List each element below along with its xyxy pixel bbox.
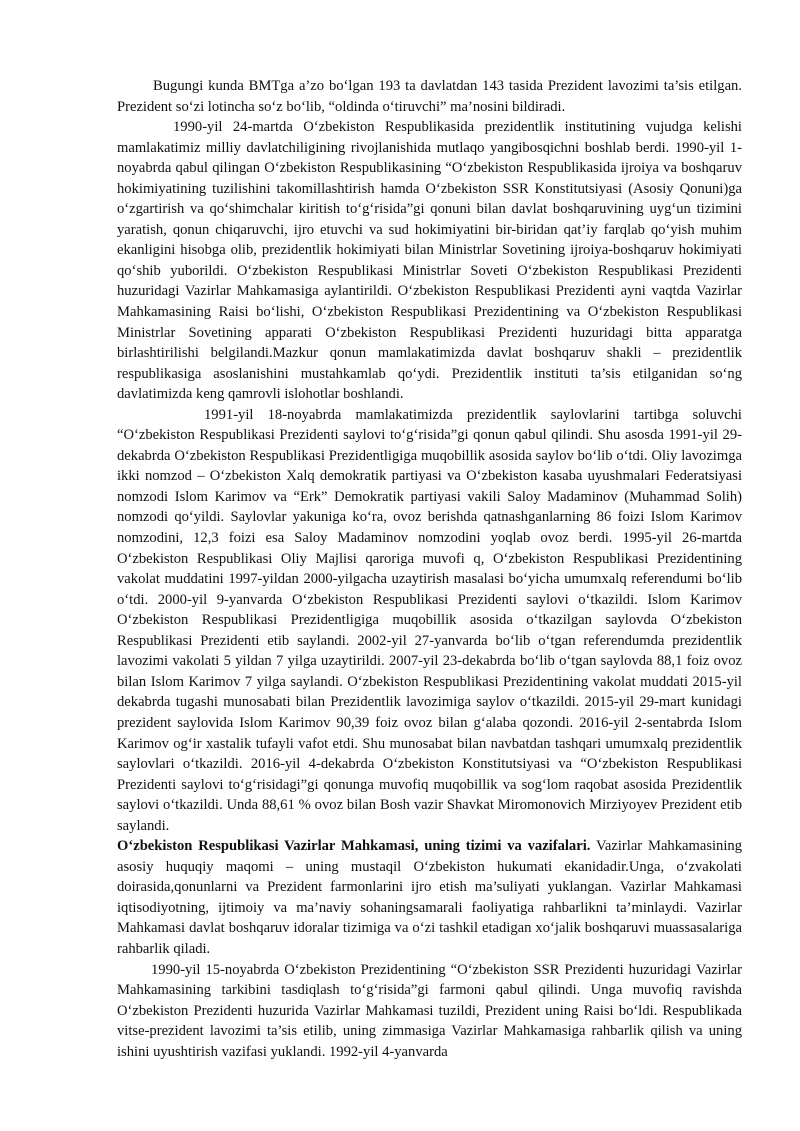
paragraph-vazirlar-mahkamasi	[117, 836, 742, 959]
paragraph-text: 1991-yil 18-noyabrda mamlakatimizda prezidentlik saylovlarini tartibga soluvchi “O‘zbekiston Respublikasi Prezidenti saylovi to‘g‘risida”gi qonun qabul qilindi. Shu asosda 1991-yil 29-dekabrda O‘zbekiston Respublikasi Prezidentligiga muqobillik asosida saylov bo‘lib o‘tdi. Oliy lavozimga ikki nomzod – O‘zbekiston Xalq demokratik partiyasi va O‘zbekiston kasaba uyushmalari Federatsiyasi nomzodi Islom Karimov va “Erk” Demokratik partiyasi vakili Saloy Madaminov (Muhammad Solih) nomzodi qo‘yildi. Saylovlar yakuniga ko‘ra, ovoz berishda qatnashganlarning 86 foizi Islom Karimov nomzodini, 12,3 foizi esa Saloy Madaminov nomzodini yoqlab ovoz berdi. 1995-yil 26-martda O‘zbekiston Respublikasi Oliy Majlisi qaroriga muvofi q, O‘zbekiston Respublikasi Prezidentining vakolat muddatini 1997-yildan 2000-yilgacha uzaytirish masalasi bo‘yicha umumxalq referendumi bo‘lib o‘tdi. 2000-yil 9-yanvarda O‘zbekiston Respublikasi Prezidenti saylovi o‘tkazildi. Islom Karimov O‘zbekiston Respublikasi Prezidentligiga muqobillik asosida o‘tkazilgan saylovda O‘zbekiston Respublikasi Prezidenti etib saylandi. 2002-yil 27-yanvarda bo‘lib o‘tgan referendumda prezidentlik lavozimi vakolati 5 yildan 7 yilga uzaytirildi. 2007-yil 23-dekabrda bo‘lib o‘tgan saylovda 88,1 foiz ovoz bilan Islom Karimov 7 yilga saylandi. O‘zbekiston Respublikasi Prezidentining vakolat muddati 2015-yil dekabrda tugashi munosabati bilan Prezidentlik lavozimiga saylov o‘tkazildi. 2015-yil 29-mart kunidagi prezident saylovida Islom Karimov 90,39 foiz ovoz bilan g‘alaba qozondi. 2016-yil 2-sentabrda Islom Karimov og‘ir xastalik tufayli vafot etdi. Shu munosabat bilan navbatdan tashqari umumxalq prezidentlik saylovlari o‘tkazildi. 2016-yil 4-dekabrda O‘zbekiston Konstitutsiyasi va “O‘zbekiston Respublikasi Prezidenti saylovi to‘g‘risidagi”gi qonunga muvofiq muqobillik va sog‘lom raqobat asosida Prezidentlik saylovi o‘tkazildi. Unda 88,61 % ovoz bilan Bosh vazir Shavkat Miromonovich Mirziyoyev Prezident etib saylandi.	[117, 406, 742, 834]
paragraph-text: 1990-yil 15-noyabrda O‘zbekiston Prezidentining “O‘zbekiston SSR Prezidenti huzuridagi Vazirlar Mahkamasining tarkibini tasdiqlash to‘g‘risida”gi farmoni qabul qilindi. Unga muvofiq ravishda O‘zbekiston Prezidenti huzurida Vazirlar Mahkamasi tuzildi, Prezident uning Raisi bo‘ldi. Respublikada vitse-prezident lavozimi ta’sis etilib, uning zimmasiga Vazirlar Mahkamasiga rahbarlik qilish va uning ishini uyushtirish vazifasi yuklandi. 1992-yil 4-yanvarda	[117, 961, 742, 1060]
paragraph-text: Bugungi kunda BMTga a’zo bo‘lgan 193 ta davlatdan 143 tasida Prezident lavozimi ta’sis etilgan. Prezident so‘zi lotincha so‘z bo‘lib, “oldinda o‘tiruvchi” ma’nosini bildiradi.	[117, 78, 742, 115]
section-heading: O‘zbekiston Respublikasi Vazirlar Mahkamasi, uning tizimi va vazifalari.	[117, 838, 591, 855]
paragraph-vazirlar-mahkamasi-tarkibi	[117, 960, 742, 1063]
paragraph-text: 1990-yil 24-martda O‘zbekiston Respublikasida prezidentlik institutining vujudga kelishi mamlakatimiz milliy davlatchiligining rivojlanishida mutlaqo yangibosqichni boshlab berdi. 1990-yil 1-noyabrda qabul qilingan O‘zbekiston Respublikasining “O‘zbekiston Respublikasida ijroiya va boshqaruv hokimiyatining tuzilishini takomillashtirish hamda O‘zbekiston SSR Konstitutsiyasi (Asosiy Qonuni)ga o‘zgartirish va qo‘shimchalar kiritish to‘g‘risida”gi qonuni bilan davlat boshqaruvining uyg‘un tizimini yaratish, qonun chiqaruvchi, ijro etuvchi va sud hokimiyatini bir-biridan qat’iy farqlab qo‘yish muhim ekanligini hisobga olib, prezidentlik hokimiyati bilan Ministrlar Sovetining ijroiya-boshqaruv hokimiyati qo‘shib yuborildi. O‘zbekiston Respublikasi Ministrlar Soveti O‘zbekiston Respublikasi Prezidenti huzuridagi Vazirlar Mahkamasiga aylantirildi. O‘zbekiston Respublikasi Prezidenti ayni vaqtda Vazirlar Mahkamasining Raisi bo‘lishi, O‘zbekiston Respublikasi Prezidentining va O‘zbekiston Respublikasi Ministrlar Sovetining apparati O‘zbekiston Respublikasi Prezidenti huzuridagi bitta apparatga birlashtirilishi belgilandi.Mazkur qonun mamlakatimizda davlat boshqaruv shakli – prezidentlik respublikasiga asoslanishini mustahkamlab qo‘ydi. Prezidentlik instituti ta’sis etilganidan so‘ng davlatimizda keng qamrovli islohotlar boshlandi.	[117, 119, 742, 403]
paragraph-prezidentlik-instituti	[117, 117, 742, 405]
paragraph-prezident-lavozimi	[117, 76, 742, 117]
paragraph-text: Vazirlar Mahkamasining asosiy huquqiy maqomi – uning mustaqil O‘zbekiston hukumati ekanidadir.Unga, o‘zvakolati doirasida,qonunlarni va Prezident farmonlarini ijro etish ma’suliyati yuklangan. Vazirlar Mahkamasi iqtisodiyotning, ijtimoiy va ma’naviy sohaningsamarali faoliyatiga rahbarlikni ta’minlaydi. Vazirlar Mahkamasi davlat boshqaruv idoralar tizimiga va o‘zi tashkil etadigan xo‘jalik boshqaruvi muassasalariga rahbarlik qiladi.	[117, 838, 742, 957]
paragraph-prezidentlik-saylovlari	[117, 405, 742, 836]
